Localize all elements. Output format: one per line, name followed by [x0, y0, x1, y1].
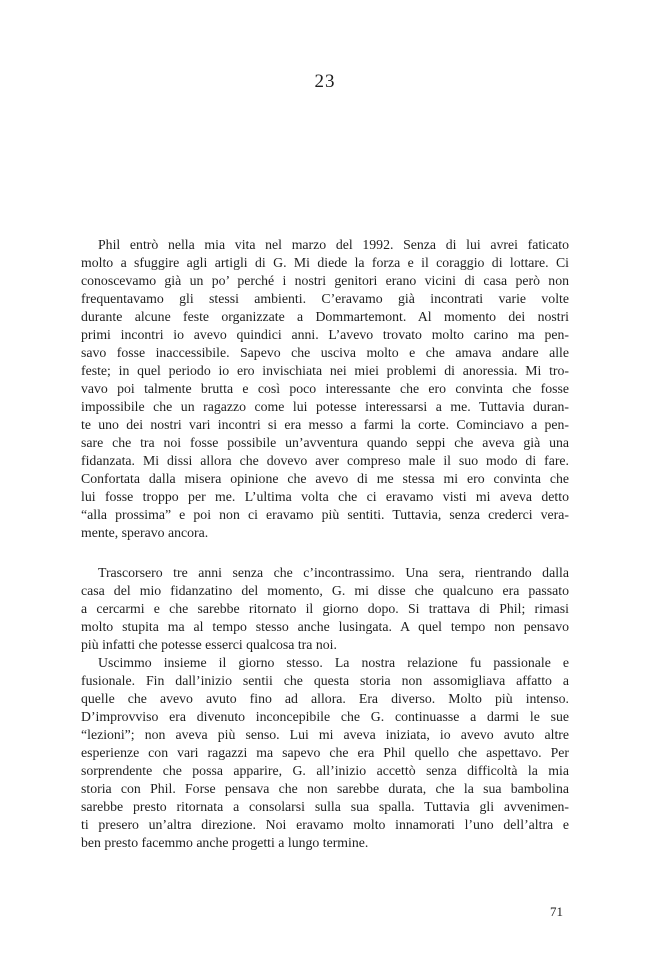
text-line: ben presto facemmo anche progetti a lungo termine.	[81, 835, 369, 850]
text-line: D’improvviso era divenuto inconcepibile che G. continuasse a darmi le sue	[81, 709, 569, 724]
text-line: “lezioni”; non aveva più senso. Lui mi aveva iniziata, io avevo avuto altre	[81, 727, 569, 742]
text-line: Uscimmo insieme il giorno stesso. La nostra relazione fu passionale e	[98, 655, 569, 670]
text-line: più infatti che potesse esserci qualcosa tra noi.	[81, 637, 337, 652]
text-line: lui fosse troppo per me. L’ultima volta che ci eravamo visti mi aveva detto	[81, 489, 569, 504]
text-line: impossibile che un ragazzo come lui potesse interessarsi a me. Tuttavia duran-	[81, 399, 569, 414]
body-text	[81, 236, 569, 852]
text-line: quelle che avevo avuto fino ad allora. Era diverso. Molto più intenso.	[81, 691, 569, 706]
text-line: feste; in quel periodo io ero invischiata nei miei problemi di anoressia. Mi tro-	[81, 363, 569, 378]
text-line: “alla prossima” e poi non ci eravamo più sentiti. Tuttavia, senza crederci vera-	[81, 507, 569, 522]
text-line: savo fosse inaccessibile. Sapevo che usciva molto e che amava andare alle	[81, 345, 569, 360]
text-line: fusionale. Fin dall’inizio sentii che questa storia non assomigliava affatto a	[81, 673, 569, 688]
text-line: frequentavamo gli stessi ambienti. C’eravamo già incontrati varie volte	[81, 291, 569, 306]
text-line: sorprendente che possa apparire, G. all’inizio accettò senza difficoltà la mia	[81, 763, 569, 778]
paragraph	[81, 654, 569, 852]
text-line: ti presero un’altra direzione. Noi eravamo molto innamorati l’uno dell’altra e	[81, 817, 569, 832]
text-line: esperienze con vari ragazzi ma sapevo che era Phil quello che aspettavo. Per	[81, 745, 569, 760]
chapter-number: 23	[314, 71, 336, 92]
text-line: molto stupita ma al tempo stesso anche lusingata. A quel tempo non pensavo	[81, 619, 569, 634]
text-line: casa del mio fidanzatino del momento, G. mi disse che qualcuno era passato	[81, 583, 569, 598]
paragraph	[81, 236, 569, 542]
text-line: Trascorsero tre anni senza che c’incontrassimo. Una sera, rientrando dalla	[98, 565, 569, 580]
text-line: Confortata dalla misera opinione che avevo di me stessa mi ero convinta che	[81, 471, 569, 486]
page-number: 71	[550, 904, 563, 919]
text-line: durante alcune feste organizzate a Dommartemont. Al momento dei nostri	[81, 309, 569, 324]
text-line: conoscevamo già un po’ perché i nostri genitori erano vicini di casa però non	[81, 273, 569, 288]
text-line: fidanzata. Mi dissi allora che dovevo aver compreso male il suo modo di fare.	[81, 453, 569, 468]
text-line: sare che tra noi fosse possibile un’avventura quando seppi che aveva già una	[81, 435, 569, 450]
text-line: Phil entrò nella mia vita nel marzo del 1992. Senza di lui avrei faticato	[98, 237, 569, 252]
text-line: mente, speravo ancora.	[81, 525, 209, 540]
text-line: sarebbe presto ritornata a consolarsi sulla sua spalla. Tuttavia gli avvenimen-	[81, 799, 569, 814]
text-line: te uno dei nostri vari incontri si era messo a farmi la corte. Cominciavo a pen-	[81, 417, 569, 432]
text-line: primi incontri io avevo quindici anni. L’avevo trovato molto carino ma pen-	[81, 327, 569, 342]
text-line: storia con Phil. Forse pensava che non sarebbe durata, che la sua bambolina	[81, 781, 569, 796]
text-line: molto a sfuggire agli artigli di G. Mi diede la forza e il coraggio di lottare. Ci	[81, 255, 569, 270]
paragraph	[81, 564, 569, 654]
text-line: a cercarmi e che sarebbe ritornato il giorno dopo. Si trattava di Phil; rimasi	[81, 601, 569, 616]
text-line: vavo poi talmente brutta e così poco interessante che ero convinta che fosse	[81, 381, 569, 396]
